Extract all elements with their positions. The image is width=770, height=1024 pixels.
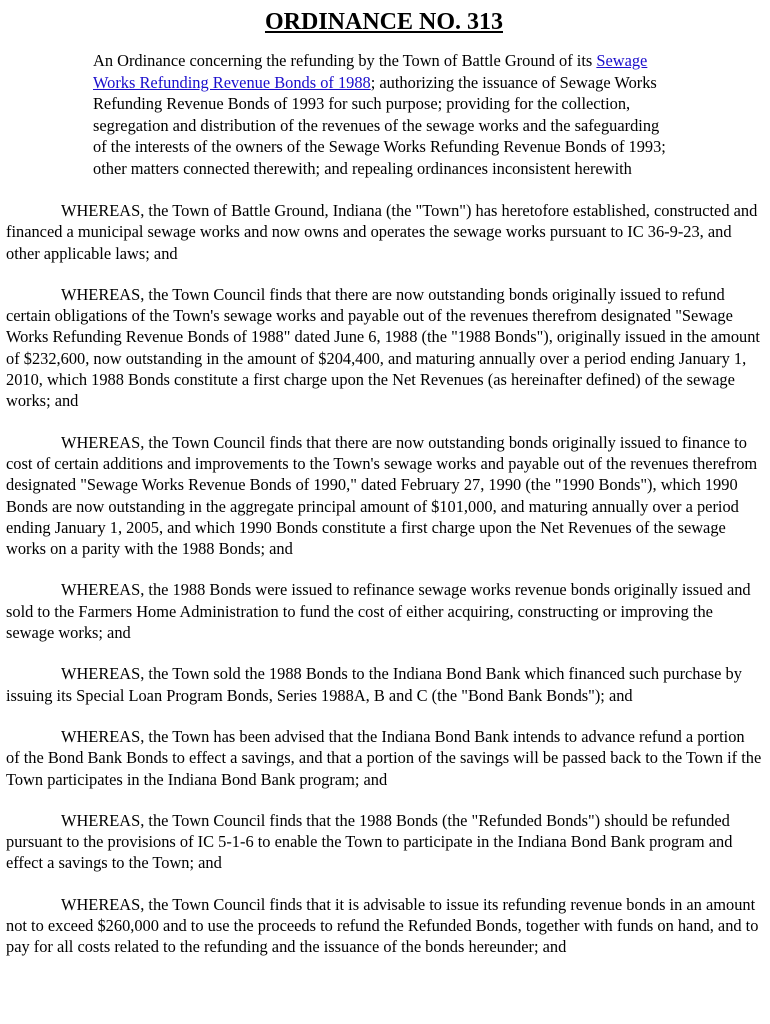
whereas-paragraph-8: WHEREAS, the Town Council finds that it is advisable to issue its refunding revenue bonds in an amount not to exceed $260,000 and to use the proceeds to refund the Refunded Bonds, together with funds on hand, and to pay for all costs related to the refunding and the issuance of the bonds hereunder; and: [6, 894, 759, 957]
whereas-paragraph-3: WHEREAS, the Town Council finds that there are now outstanding bonds originally issued to finance to cost of certain additions and improvements to the Town's sewage works and payable out of the revenues therefrom designated "Sewage Works Revenue Bonds of 1990," dated February 27, 1990 (the "1990 Bonds"), which 1990 Bonds are now outstanding in the aggregate principal amount of $101,000, and maturing annually over a period ending January 1, 2005, and which 1990 Bonds constitute a first charge upon the Net Revenues of the sewage works on a parity with the 1988 Bonds; and: [6, 432, 758, 559]
summary-text-after-link: ; authorizing the issuance of Sewage Works Refunding Revenue Bonds of 1993 for such purpose; providing for the collection, segregation and distribution of the revenues of the sewage works and the safeguarding of the interests of the owners of the Sewage Works Refunding Revenue Bonds of 1993; other matters connected therewith; and repealing ordinances inconsistent herewith: [93, 72, 666, 178]
ordinance-title: ORDINANCE NO. 313: [264, 9, 503, 35]
bonds-1988-link[interactable]: Sewage Works Refunding Revenue Bonds of 1988: [93, 51, 648, 92]
whereas-paragraph-5: WHEREAS, the Town sold the 1988 Bonds to the Indiana Bond Bank which financed such purchase by issuing its Special Loan Program Bonds, Series 1988A, B and C (the "Bond Bank Bonds"); and: [6, 664, 742, 705]
whereas-paragraph-7: WHEREAS, the Town Council finds that the 1988 Bonds (the "Refunded Bonds") should be refunded pursuant to the provisions of IC 5-1-6 to enable the Town to participate in the Indiana Bond Bank program and effect a savings to the Town; and: [6, 810, 733, 873]
whereas-paragraph-6: WHEREAS, the Town has been advised that the Indiana Bond Bank intends to advance refund a portion of the Bond Bank Bonds to effect a savings, and that a portion of the savings will be passed back to the Town if the Town participates in the Indiana Bond Bank program; and: [6, 726, 762, 789]
whereas-paragraph-2: WHEREAS, the Town Council finds that there are now outstanding bonds originally issued to refund certain obligations of the Town's sewage works and payable out of the revenues therefrom designated "Sewage Works Refunding Revenue Bonds of 1988" dated June 6, 1988 (the "1988 Bonds"), originally issued in the amount of $232,600, now outstanding in the amount of $204,400, and maturing annually over a period ending January 1, 2010, which 1988 Bonds constitute a first charge upon the Net Revenues (as hereinafter defined) of the sewage works; and: [6, 284, 760, 411]
whereas-paragraph-1: WHEREAS, the Town of Battle Ground, Indiana (the "Town") has heretofore established, constructed and financed a municipal sewage works and now owns and operates the sewage works pursuant to IC 36-9-23, and other applicable laws; and: [6, 201, 758, 263]
summary-text-before-link: An Ordinance concerning the refunding by the Town of Battle Ground of its: [93, 51, 597, 70]
whereas-paragraph-4: WHEREAS, the 1988 Bonds were issued to refinance sewage works revenue bonds originally issued and sold to the Farmers Home Administration to fund the cost of either acquiring, constructing or improving the sewage works; and: [6, 580, 751, 643]
ordinance-summary: [93, 50, 668, 179]
